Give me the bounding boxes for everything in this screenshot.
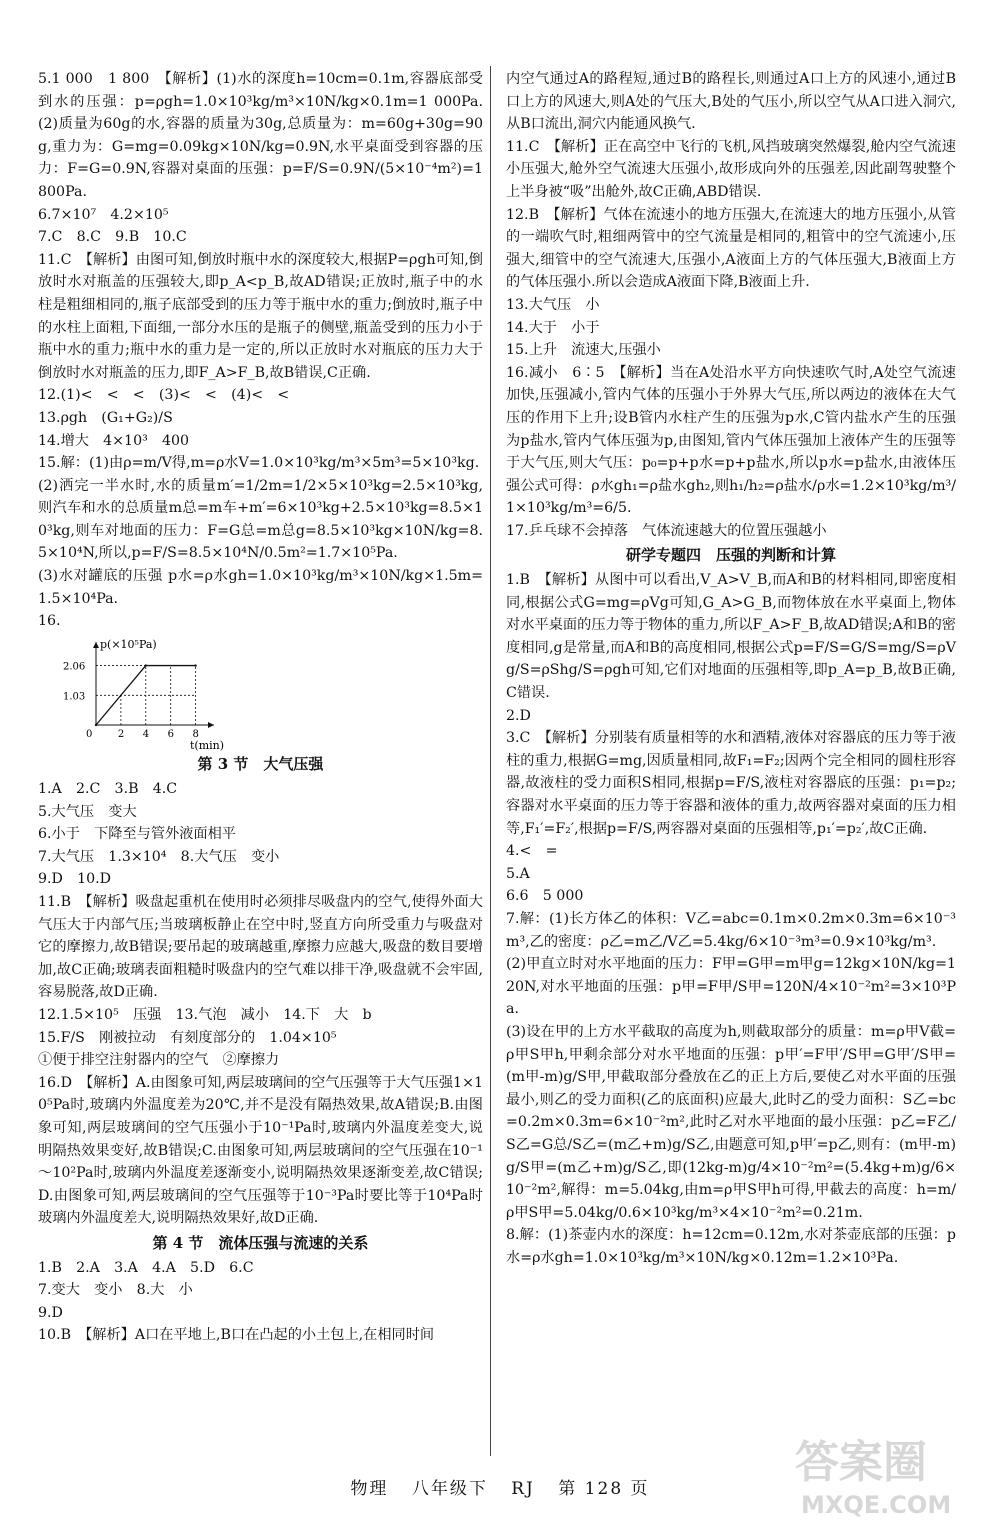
section-title: 第 4 节 流体压强与流速的关系 [152, 1233, 369, 1252]
answer-entry: 6.6 5 000 [506, 888, 584, 905]
footer-edition: RJ [511, 1479, 535, 1499]
answer-entry: 15.解：(1)由ρ=m/V得,m=ρ水V=1.0×10³kg/m³×5m³=5×10³kg. [38, 455, 480, 472]
y-tick-label: 1.03 [63, 691, 86, 703]
answer-entry: 9.D 10.D [38, 871, 112, 888]
answer-entry: 16. [38, 613, 61, 630]
answer-entry: 7.变大 变小 8.大 小 [38, 1282, 193, 1299]
answer-entry: 5.A [506, 865, 530, 882]
chart-svg [38, 637, 225, 752]
column-divider [490, 66, 491, 1456]
answer-entry: 8.解：(1)茶壶内水的深度：h=12cm=0.12m,水对茶壶底部的压强：p水=ρ水gh=1.0×10³kg/m³×10N/kg×0.12m=1.2×10³Pa. [506, 1227, 956, 1266]
answer-entry: 14.增大 4×10³ 400 [38, 432, 190, 449]
left-entries [38, 68, 483, 633]
section-title: 研学专题四 压强的判断和计算 [625, 546, 836, 565]
answer-entry: 17.乒乓球不会掉落 气体流速越大的位置压强越小 [506, 522, 827, 539]
answer-entry: 4.< = [506, 843, 558, 860]
watermark-url: MXQE.COM [801, 1491, 952, 1519]
right-entries [506, 68, 956, 1269]
x-tick-label: 8 [192, 728, 199, 740]
left-column [38, 68, 483, 1347]
answer-entry: 1.B 【解析】从图中可以看出,V_A>V_B,而A和B的材料相同,即密度相同,根据公式G=mg=ρVg可知,G_A>G_B,而物体放在水平桌面上,物体对水平桌面的压力等于物体的重力,所以F_A>F_B,故AD错误;A和B的密度相同,g是常量,而A和B的高度相同,根据公式p=F/S=G/S=mg/S=ρVg/S=ρShg/S=ρgh可知,它们对地面的压强相等,即p_A=p_B,故B正确,C错误. [506, 572, 956, 702]
section-title: 第 3 节 大气压强 [197, 755, 324, 774]
data-point [194, 664, 196, 666]
watermark-logo [787, 1429, 982, 1521]
answer-entry: 10.B 【解析】A口在平地上,B口在凸起的小土包上,在相同时间 [38, 1327, 435, 1344]
answer-entry: 1.A 2.C 3.B 4.C [38, 781, 178, 798]
answer-entry: 11.C 【解析】正在高空中飞行的飞机,风挡玻璃突然爆裂,舱内空气流速小压强大,舱外空气流速大压强小,故形成向外的压强差,因此副驾驶整个上半身被“吸”出舱外,故C正确,ABD错误. [506, 138, 956, 200]
answer-entry: 5.大气压 变大 [38, 803, 137, 820]
answer-entry: 1.B 2.A 3.A 4.A 5.D 6.C [38, 1259, 254, 1276]
x-tick-label: 4 [142, 728, 150, 740]
answer-entry: 15.上升 流速大,压强小 [506, 342, 661, 359]
y-tick-label: 2.06 [63, 661, 86, 673]
answer-entry: 5.1 000 1 800 【解析】(1)水的深度h=10cm=0.1m,容器底部受到水的压强：p=ρgh=1.0×10³kg/m³×10N/kg×0.1m=1 000Pa.(2)质量为60g的水,容器的质量为30g,总质量为：m=60g+30g=90g,重力为：G=mg=0.09kg×10N/kg=0.9N,水平桌面受到容器的压力：F=G=0.9N,容器对桌面的压强：p=F/S=0.9N/(5×10⁻⁴m²)=1 800Pa. [38, 71, 483, 200]
x-tick-label: 2 [117, 728, 125, 740]
answer-entry: 15.F/S 刚被拉动 有刻度部分的 1.04×10⁵ [38, 1029, 337, 1046]
answer-entry: (2)甲直立时对水平地面的压力：F甲=G甲=m甲g=12kg×10N/kg=120N,对水平地面的压强：p甲=F甲/S甲=120N/4×10⁻²m²=3×10³Pa. [506, 956, 956, 1018]
answer-entry: 6.小于 下降至与管外液面相平 [38, 826, 236, 843]
x-tick-label: 0 [86, 728, 93, 740]
pressure-time-chart [38, 637, 483, 750]
data-point [145, 664, 147, 666]
answer-entry: 7.解：(1)长方体乙的体积：V乙=abc=0.1m×0.2m×0.3m=6×10⁻³m³,乙的密度：ρ乙=m乙/V乙=5.4kg/6×10⁻³m³=0.9×10³kg/m³. [506, 910, 956, 950]
answer-entry: (3)水对罐底的压强 p水=ρ水gh=1.0×10³kg/m³×10N/kg×1.5m=1.5×10⁴Pa. [38, 568, 483, 607]
answer-entry: 3.C 【解析】分别装有质量相等的水和酒精,液体对容器底的压力等于液柱的重力,根据G=mg,因质量相同,故F₁=F₂;因两个完全相同的圆柱形容器,故液柱的受力面积S相同,根据p=F/S,液柱对容器底的压强：p₁=p₂;容器对水平桌面的压力等于容器和液体的重力,故两容器对桌面的压力相等,F₁′=F₂′,根据p=F/S,两容器对桌面的压强相等,p₁′=p₂′,故C正确. [506, 730, 956, 837]
watermark-cn: 答案圈 [795, 1437, 927, 1488]
answer-entry: 9.D [38, 1304, 63, 1321]
answer-entry: 12.(1)< < < (3)< < (4)< < [38, 387, 290, 404]
footer-page: 第 128 页 [558, 1479, 650, 1499]
answer-entry: 内空气通过A的路程短,通过B的路程长,则通过A口上方的风速小,通过B口上方的风速大,则A处的气压大,B处的气压小,所以空气从A口进入洞穴,从B口流出,洞穴内能通风换气. [506, 71, 956, 133]
answer-entry: 2.D [506, 707, 531, 724]
footer-subject: 物理 [350, 1479, 389, 1499]
left-entries-after-chart [38, 753, 483, 1346]
y-axis-arrow [93, 642, 99, 648]
data-point [95, 724, 97, 726]
right-column [506, 68, 956, 1269]
answer-entry: 7.大气压 1.3×10⁴ 8.大气压 变小 [38, 848, 280, 865]
answer-entry: 14.大于 小于 [506, 319, 600, 336]
answer-entry: 6.7×10⁷ 4.2×10⁵ [38, 206, 169, 223]
answer-entry: 12.1.5×10⁵ 压强 13.气泡 减小 14.下 大 b [38, 1006, 372, 1023]
answer-entry: 13.大气压 小 [506, 296, 600, 313]
answer-entry: 16.减小 6∶5 【解析】当在A处沿水平方向快速吹气时,A处空气流速加快,压强减小,管内气体的压强小于外界大气压,所以两边的液体在大气压的作用下上升;设B管内水柱产生的压强为p水,C管内盐水产生的压强为p盐水,管内气体压强为p,由图知,管内气体压强加上液体产生的压强等于大气压,则大气压：p₀=p+p水=p+p盐水,所以p水=p盐水,由液体压强公式可得：ρ水gh₁=ρ盐水gh₂,则h₁/h₂=ρ盐水/ρ水=1.2×10³kg/m³/1×10³kg/m³=6/5. [506, 364, 956, 517]
answer-entry: 11.C 【解析】由图可知,倒放时瓶中水的深度较大,根据P=ρgh可知,倒放时水对瓶盖的压强较大,即p_A<p_B,故AD错误;正放时,瓶子中的水柱是粗细相同的,瓶子底部受到的压力等于瓶中水的重力;倒放时,瓶子中的水柱上面粗,下面细,一部分水压的是瓶子的侧壁,瓶盖受到的压力小于瓶中水的重力;瓶中水的重力是一定的,所以正放时水对瓶底的压力大于倒放时水对瓶盖的压力,即F_A>F_B,故B错误,C正确. [38, 251, 483, 381]
answer-entry: 13.ρgh (G₁+G₂)/S [38, 409, 173, 426]
x-axis-arrow [208, 722, 214, 728]
x-tick-label: 6 [167, 728, 175, 740]
x-axis-label: t(min) [190, 738, 225, 752]
answer-entry: 12.B 【解析】气体在流速小的地方压强大,在流速大的地方压强小,从管的一端吹气时,粗细两管中的空气流量是相同的,粗管中的空气流速小,压强大,细管中的空气流速大,压强小,A液面上方的气体压强大,B液面上方的气体压强小.所以会造成A液面下降,B液面上升. [506, 206, 956, 291]
answer-entry: 7.C 8.C 9.B 10.C [38, 229, 187, 246]
answer-entry: 16.D 【解析】A.由图象可知,两层玻璃间的空气压强等于大气压强1×10⁵Pa时,玻璃内外温度差为20℃,并不是没有隔热效果,故A错误;B.由图象可知,两层玻璃间的空气压强小于10⁻¹Pa时,玻璃内外温度差变大,说明隔热效果变好,故B错误;C.由图象可知,两层玻璃间的空气压强在10⁻¹～10²Pa时,玻璃内外温度差逐渐变小,说明隔热效果逐渐变差,故C错误;D.由图象可知,两层玻璃间的空气压强等于10⁻³Pa时要比等于10⁴Pa时玻璃内外温度差大,说明隔热效果好,故D正确. [38, 1074, 483, 1227]
answer-entry: 11.B 【解析】吸盘起重机在使用时必须排尽吸盘内的空气,使得外面大气压大于内部气压;当玻璃板静止在空中时,竖直方向所受重力与吸盘对它的摩擦力,故B错误;要吊起的玻璃越重,摩擦力应越大,吸盘的数目要增加,故C正确;玻璃表面粗糙时吸盘内的空气难以排干净,吸盘就不会牢固,容易脱落,故D正确. [38, 894, 483, 1001]
answer-entry: (3)设在甲的上方水平截取的高度为h,则截取部分的质量：m=ρ甲V截=ρ甲S甲h,甲剩余部分对水平地面的压强：p甲′=F甲′/S甲=G甲′/S甲=(m甲-m)g/S甲,甲截取部分叠放在乙的正上方后,要使乙对水平面的压强最小,则乙的受力面积(乙的底面积)应最大,此时乙的受力面积：S乙=bc=0.2m×0.3m=6×10⁻²m²,此时乙对水平地面的最小压强：p乙=F乙/S乙=G总/S乙=(m乙+m)g/S乙,由题意可知,p甲′=p乙,则有：(m甲-m)g/S甲=(m乙+m)g/S乙,即(12kg-m)g/4×10⁻²m²=(5.4kg+m)g/6×10⁻²m²,解得：m=5.04kg,由m=ρ甲S甲h可得,甲截去的高度：h=m/ρ甲S甲=5.04kg/0.6×10³kg/m³×4×10⁻²m²=0.21m. [506, 1023, 956, 1221]
answer-entry: ①便于排空注射器内的空气 ②摩擦力 [38, 1052, 280, 1069]
answer-entry: (2)洒完一半水时,水的质量m′=1/2m=1/2×5×10³kg=2.5×10³kg,则汽车和水的总质量m总=m车+m′=6×10³kg+2.5×10³kg=8.5×10³kg,则车对地面的压力：F=G总=m总g=8.5×10³kg×10N/kg=8.5×10⁴N,所以,p=F/S=8.5×10⁴N/0.5m²=1.7×10⁵Pa. [38, 477, 483, 562]
footer-grade: 八年级下 [411, 1479, 488, 1499]
y-axis-label: p(×10⁵Pa) [100, 637, 157, 651]
